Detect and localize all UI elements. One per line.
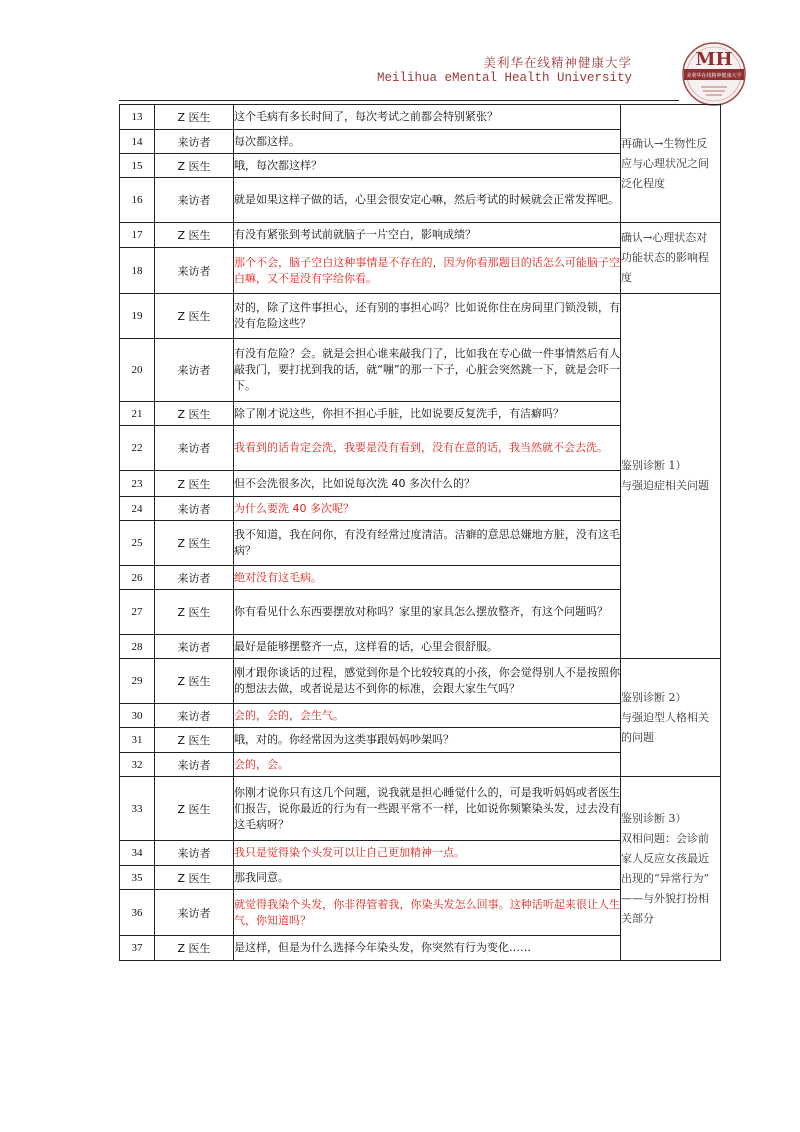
utterance-text: 我不知道，我在问你，有没有经常过度清洁。洁癖的意思总嫌地方脏，没有这毛病？ [234,521,621,566]
speaker: Z 医生 [155,777,234,841]
row-number: 22 [120,426,155,471]
analysis-note-line: 与强迫型人格相关 [621,710,709,724]
speaker: 来访者 [155,753,234,777]
university-logo-icon [681,41,747,107]
speaker: Z 医生 [155,402,234,426]
utterance-text: 会的，会的，会生气。 [234,704,621,728]
speaker: Z 医生 [155,471,234,497]
row-number: 18 [120,248,155,294]
transcript-table [119,104,721,961]
utterance-text: 最好是能够摆整齐一点，这样看的话，心里会很舒服。 [234,635,621,659]
utterance-text: 对的，除了这件事担心，还有别的事担心吗？比如说你住在房间里门锁没锁，有没有危险这些？ [234,294,621,339]
row-number: 16 [120,178,155,223]
row-number: 20 [120,339,155,402]
utterance-text: 刚才跟你谈话的过程，感觉到你是个比较较真的小孩，你会觉得别人不是按照你的想法去做，或者说是达不到你的标准，会跟大家生气吗？ [234,659,621,704]
table-row [120,294,721,339]
speaker: 来访者 [155,130,234,154]
utterance-text: 我看到的话肯定会洗，我要是没有看到，没有在意的话，我当然就不会去洗。 [234,426,621,471]
utterance-text: 就是如果这样子做的话，心里会很安定心嘛，然后考试的时候就会正常发挥吧。 [234,178,621,223]
table-row [120,659,721,704]
row-number: 24 [120,497,155,521]
utterance-text: 那个不会，脑子空白这种事情是不存在的，因为你看那题目的话怎么可能脑子空白嘛，又不是没有字给你看。 [234,248,621,294]
speaker: Z 医生 [155,728,234,753]
page-header [0,0,800,104]
speaker: 来访者 [155,248,234,294]
row-number: 21 [120,402,155,426]
utterance-text: 为什么要洗 40 多次呢？ [234,497,621,521]
university-name-cn: 美利华在线精神健康大学 [483,55,632,70]
table-row [120,777,721,841]
speaker: Z 医生 [155,866,234,890]
utterance-text: 这个毛病有多长时间了，每次考试之前都会特别紧张？ [234,105,621,130]
analysis-note-line: 再确认→生物性反 [621,136,708,150]
university-name-en: Meilihua eMental Health University [376,71,632,85]
analysis-note-line: 确认→心理状态对 [621,231,708,244]
utterance-text: 你有看见什么东西要摆放对称吗？家里的家具怎么摆放整齐，有这个问题吗？ [234,590,621,635]
speaker: 来访者 [155,841,234,866]
header-divider [119,100,679,101]
speaker: Z 医生 [155,223,234,248]
analysis-note-line: 鉴别诊断 1） [621,459,687,472]
utterance-text: 绝对没有这毛病。 [234,566,621,590]
table-row [120,105,721,130]
row-number: 13 [120,105,155,130]
utterance-text: 每次都这样。 [234,130,621,154]
analysis-note-line: ——与外貌打扮相 [621,891,709,905]
transcript-body [120,105,721,961]
utterance-text: 有没有危险？会。就是会担心谁来敲我门了，比如我在专心做一件事情然后有人敲我门，要打扰到我的话，就“嘣”的那一下子，心脏会突然跳一下，就是会吓一下。 [234,339,621,402]
speaker: 来访者 [155,704,234,728]
row-number: 23 [120,471,155,497]
utterance-text: 哦，每次都这样？ [234,154,621,178]
utterance-text: 那我同意。 [234,866,621,890]
analysis-note [621,223,721,294]
row-number: 27 [120,590,155,635]
speaker: Z 医生 [155,590,234,635]
speaker: Z 医生 [155,659,234,704]
analysis-note [621,105,721,223]
speaker: Z 医生 [155,105,234,130]
speaker: 来访者 [155,339,234,402]
row-number: 29 [120,659,155,704]
analysis-note-line: 家人反应女孩最近 [621,851,709,865]
row-number: 34 [120,841,155,866]
row-number: 31 [120,728,155,753]
table-row [120,223,721,248]
analysis-note-line: 鉴别诊断 2） [621,690,687,704]
row-number: 26 [120,566,155,590]
analysis-note-line: 度 [621,271,632,284]
utterance-text: 你刚才说你只有这几个问题，说我就是担心睡觉什么的，可是我听妈妈或者医生们报告，说你最近的行为有一些跟平常不一样，比如说你频繁染头发，过去没有这毛病呀？ [234,777,621,841]
row-number: 14 [120,130,155,154]
logo-subtext: 美利华在线精神健康大学 [686,73,742,79]
speaker: Z 医生 [155,294,234,339]
row-number: 19 [120,294,155,339]
row-number: 28 [120,635,155,659]
utterance-text: 除了刚才说这些，你担不担心手脏，比如说要反复洗手，有洁癖吗？ [234,402,621,426]
utterance-text: 就觉得我染个头发，你非得管着我，你染头发怎么回事。这种话听起来很让人生气，你知道吗？ [234,890,621,936]
speaker: Z 医生 [155,154,234,178]
analysis-note [621,777,721,961]
utterance-text: 哦，对的。你经常因为这类事跟妈妈吵架吗？ [234,728,621,753]
analysis-note-line: 鉴别诊断 3） [621,811,687,825]
analysis-note-line: 出现的“异常行为” [621,871,710,885]
analysis-note-line: 的问题 [621,730,654,744]
row-number: 15 [120,154,155,178]
speaker: 来访者 [155,178,234,223]
analysis-note-line: 与强迫症相关问题 [621,479,709,492]
speaker: Z 医生 [155,521,234,566]
utterance-text: 有没有紧张到考试前就脑子一片空白，影响成绩？ [234,223,621,248]
row-number: 37 [120,936,155,961]
row-number: 32 [120,753,155,777]
row-number: 35 [120,866,155,890]
speaker: 来访者 [155,635,234,659]
analysis-note [621,659,721,777]
utterance-text: 会的，会。 [234,753,621,777]
analysis-note [621,294,721,659]
utterance-text: 我只是觉得染个头发可以让自己更加精神一点。 [234,841,621,866]
speaker: 来访者 [155,890,234,936]
analysis-note-line: 泛化程度 [621,176,665,190]
speaker: 来访者 [155,566,234,590]
row-number: 36 [120,890,155,936]
analysis-note-line: 双相问题：会诊前 [621,831,709,845]
row-number: 30 [120,704,155,728]
speaker: 来访者 [155,426,234,471]
row-number: 33 [120,777,155,841]
analysis-note-line: 关部分 [621,911,654,925]
utterance-text: 是这样，但是为什么选择今年染头发，你突然有行为变化…… [234,936,621,961]
analysis-note-line: 功能状态的影响程 [621,251,709,264]
utterance-text: 但不会洗很多次，比如说每次洗 40 多次什么的？ [234,471,621,497]
speaker: Z 医生 [155,936,234,961]
row-number: 17 [120,223,155,248]
speaker: 来访者 [155,497,234,521]
analysis-note-line: 应与心理状况之间 [621,156,709,170]
row-number: 25 [120,521,155,566]
logo-text: MH [695,49,733,70]
